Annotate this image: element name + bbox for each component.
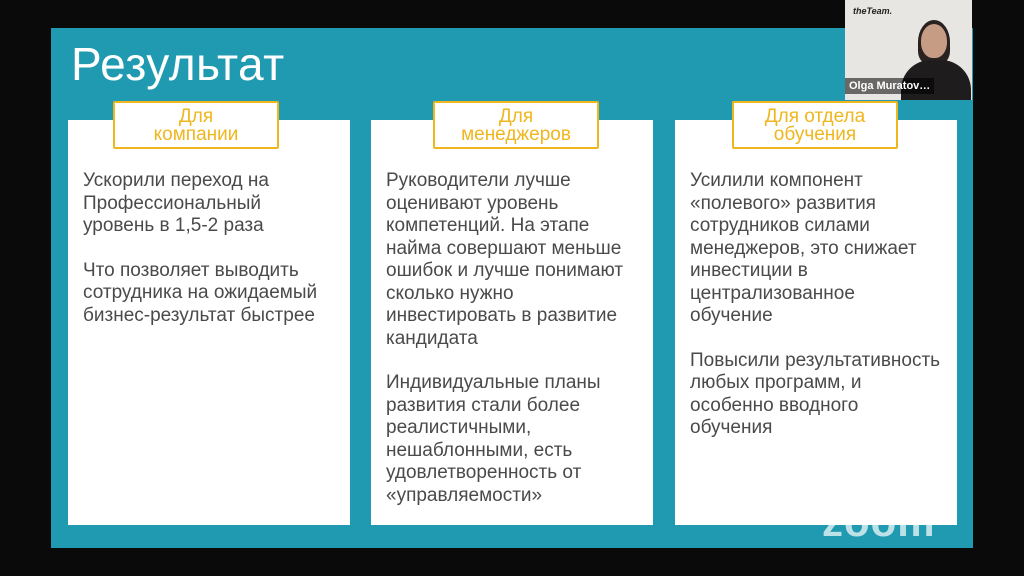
zoom-watermark: zoom <box>822 498 936 545</box>
card-paragraph: Что позволяет выводить сотрудника на ожидаемый бизнес-результат быстрее <box>83 259 318 326</box>
card-paragraph: Повысили результативность любых программ, и особенно вводного обучения <box>690 349 941 438</box>
card-paragraph: Усилили компонент «полевого» развития сотрудников силами менеджеров, это снижает инвестиции в централизованное обучение <box>690 170 917 326</box>
result-card-training <box>675 105 957 525</box>
slide-title: Результат <box>71 38 285 90</box>
card-label: Для менеджеров <box>433 101 599 149</box>
participant-face <box>921 24 947 58</box>
card-paragraph: Ускорили переход на Профессиональный уровень в 1,5-2 раза <box>83 170 269 236</box>
card-label: Для отдела обучения <box>732 101 898 149</box>
presentation-slide <box>51 28 973 548</box>
card-paragraph: Индивидуальные планы развития стали более реалистичными, нешаблонными, есть удовлетворенность от «управляемости» <box>386 372 601 506</box>
result-card-managers <box>371 105 653 525</box>
participant-video-tile[interactable] <box>845 0 972 100</box>
card-paragraph: Руководители лучше оценивают уровень компетенций. На этапе найма совершают меньше ошибок и лучше понимают сколько нужно инвестировать в развитие кандидата <box>386 170 624 349</box>
card-body <box>690 170 955 462</box>
card-label: Для компании <box>113 101 279 149</box>
card-body <box>386 170 651 529</box>
participant-name-tag: Olga Muratov… <box>845 78 934 94</box>
brand-logo: theTeam. <box>853 6 893 16</box>
result-card-company <box>68 105 350 525</box>
card-body <box>83 170 348 349</box>
